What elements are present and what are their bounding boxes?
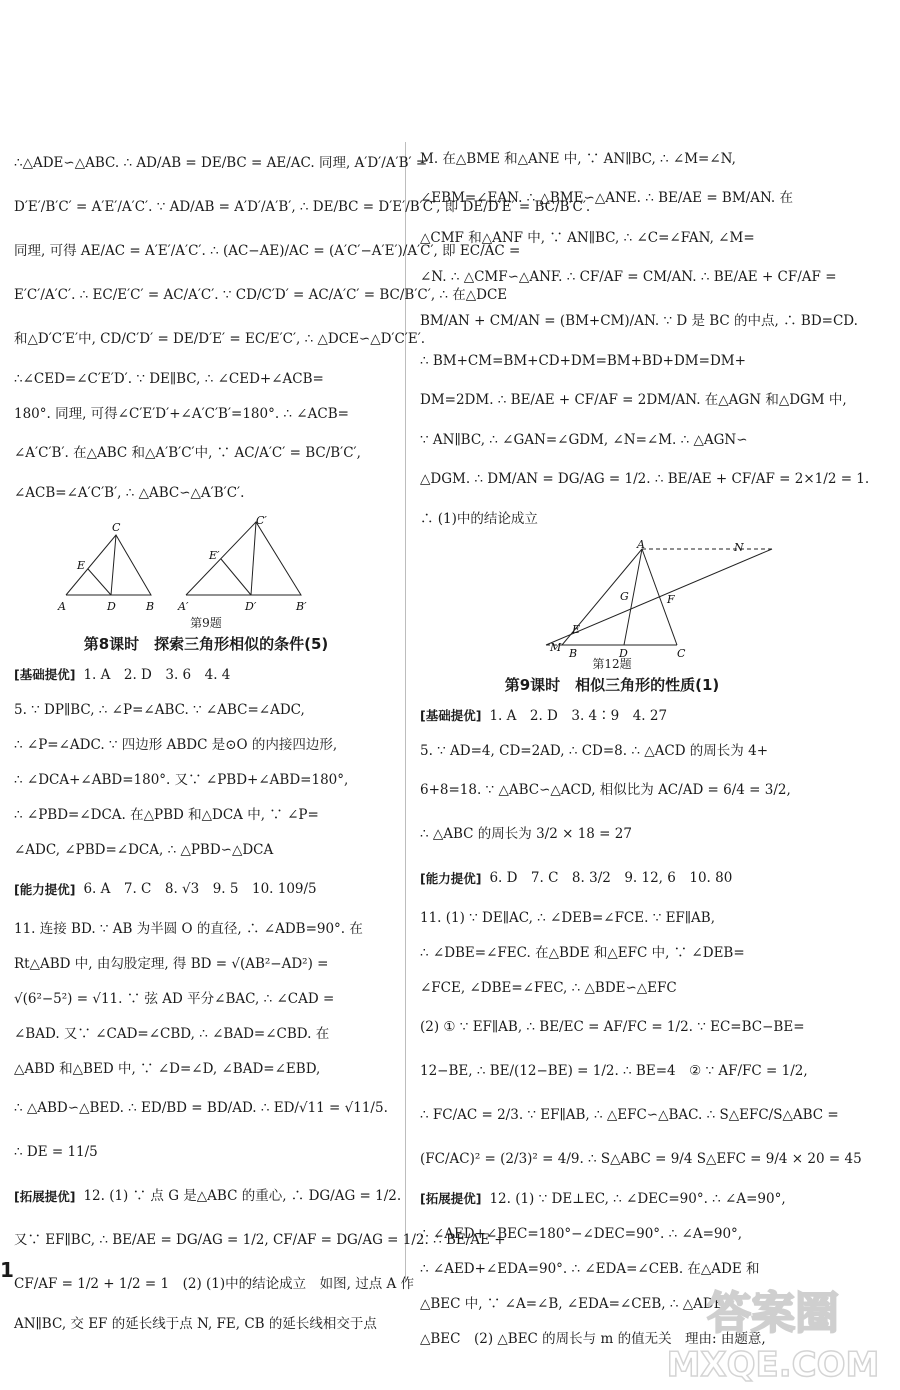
text-line: (FC/AC)² = (2/3)² = 4/9. ∴ S△ABC = 9/4 S△EFC = 9/4 × 20 = 45	[420, 1151, 862, 1168]
ext-row	[420, 1182, 804, 1217]
section-title-9: 第9课时 相似三角形的性质(1)	[504, 676, 720, 694]
label-D: D	[107, 600, 116, 613]
text-line: ∠ACB=∠A′C′B′, ∴ △ABC∽△A′B′C′.	[14, 484, 245, 501]
label-C: C	[112, 521, 121, 534]
page-number: 1	[0, 1258, 14, 1282]
text-line: ∠FCE, ∠DBE=∠FEC, ∴ △BDE∽△EFC	[420, 979, 677, 996]
label-A: A	[637, 538, 645, 551]
text-line: D′E′/B′C′ = A′E′/A′C′. ∵ AD/AB = A′D′/A′B′, ∴ DE/BC = D′E′/B′C′, 即 DE/D′E′ = BC/B′C′.	[14, 199, 591, 216]
text-line: 同理, 可得 AE/AC = A′E′/A′C′. ∴ (AC−AE)/AC = (A′C′−A′E′)/A′C′, 即 EC/AC =	[14, 243, 521, 260]
label-E: E	[572, 623, 581, 636]
basic-answers: 1. A 2. D 3. 4∶9 4. 27	[489, 707, 668, 724]
text-line: ∴ ∠AED+∠BEC=180°−∠DEC=90°. ∴ ∠A=90°,	[420, 1225, 743, 1242]
figure-9	[14, 514, 398, 617]
ability-answers-row	[420, 857, 804, 901]
text-line: 11. (1) ∵ DE∥AC, ∴ ∠DEB=∠FCE. ∵ EF∥AB,	[420, 909, 715, 926]
label-M: M	[550, 641, 562, 654]
watermark-bottom: MXQE.COM	[666, 1345, 880, 1385]
ability-answers-row	[14, 868, 398, 912]
text-line: ∴ ∠P=∠ADC. ∵ 四边形 ABDC 是⊙O 的内接四边形,	[14, 736, 338, 753]
text-line: (2) ① ∵ EF∥AB, ∴ BE/EC = AF/FC = 1/2. ∵ EC=BC−BE=	[420, 1019, 805, 1036]
text-line: △CMF 和△ANF 中, ∵ AN∥BC, ∴ ∠C=∠FAN, ∠M=	[420, 229, 755, 246]
text-line: ∴∠CED=∠C′E′D′. ∵ DE∥BC, ∴ ∠CED+∠ACB=	[14, 370, 324, 387]
text-line: Rt△ABD 中, 由勾股定理, 得 BD = √(AB²−AD²) =	[14, 955, 329, 972]
label-C-prime: C′	[256, 514, 267, 527]
text-line: △ABD 和△BED 中, ∵ ∠D=∠D, ∠BAD=∠EBD,	[14, 1060, 321, 1077]
basic-answers-row	[420, 699, 804, 734]
text-line: E′C′/A′C′. ∴ EC/E′C′ = AC/A′C′. ∵ CD/C′D′ = AC/A′C′ = BC/B′C′, ∴ 在△DCE	[14, 287, 508, 304]
watermark-logo	[658, 1276, 888, 1386]
text-line: ∴ △ABC 的周长为 3/2 × 18 = 27	[420, 826, 632, 843]
text-line: 180°. 同理, 可得∠C′E′D′+∠A′C′B′=180°. ∴ ∠ACB=	[14, 405, 349, 422]
text-line: ∴ FC/AC = 2/3. ∵ EF∥AB, ∴ △EFC∽△BAC. ∴ S△EFC/S△ABC =	[420, 1107, 839, 1124]
text-line: ∴ ∠DBE=∠FEC. 在△BDE 和△EFC 中, ∵ ∠DEB=	[420, 944, 745, 961]
text-line: 12. (1) ∵ DE⊥EC, ∴ ∠DEC=90°. ∴ ∠A=90°,	[489, 1190, 786, 1207]
label-B: B	[569, 647, 578, 660]
text-line: △BEC 中, ∵ ∠A=∠B, ∠EDA=∠CEB, ∴ △ADE∽	[420, 1295, 735, 1312]
figure-9-diagram	[56, 514, 356, 617]
label-B-prime: B′	[296, 600, 307, 613]
basic-answers: 1. A 2. D 3. 6 4. 4	[83, 666, 231, 683]
text-line: 6+8=18. ∵ △ABC∽△ACD, 相似比为 AC/AD = 6/4 = 3/2,	[420, 782, 791, 799]
text-line: 又∵ EF∥BC, ∴ BE/AE = DG/AG = 1/2, CF/AF = DG/AG = 1/2. ∴ BE/AE +	[14, 1232, 506, 1249]
label-D-prime: D′	[245, 600, 257, 613]
text-line: DM=2DM. ∴ BE/AE + CF/AF = 2DM/AN. 在△AGN 和△DGM 中,	[420, 392, 847, 409]
ability-answers: 6. D 7. C 8. 3/2 9. 12, 6 10. 80	[489, 870, 733, 887]
section-title-8: 第8课时 探索三角形相似的条件(5)	[83, 635, 329, 653]
label-G: G	[620, 590, 629, 603]
figure-12	[420, 538, 804, 660]
ability-answers: 6. A 7. C 8. √3 9. 5 10. 109/5	[83, 881, 317, 898]
right-column	[420, 142, 870, 1357]
text-line: ∴ BM+CM=BM+CD+DM=BM+BD+DM=DM+	[420, 352, 746, 369]
label-B: B	[146, 600, 155, 613]
text-line: ∠N. ∴ △CMF∽△ANF. ∴ CF/AF = CM/AN. ∴ BE/AE + CF/AF =	[420, 269, 837, 286]
text-line: ∠A′C′B′. 在△ABC 和△A′B′C′中, ∵ AC/A′C′ = BC/B′C′,	[14, 445, 361, 462]
label-N: N	[734, 541, 744, 554]
figure-12-diagram	[472, 538, 752, 660]
label-E-prime: E′	[209, 549, 220, 562]
figure-9-caption: 第9题	[190, 616, 222, 630]
text-line: ∴ DE = 11/5	[14, 1144, 98, 1161]
text-line: M. 在△BME 和△ANE 中, ∵ AN∥BC, ∴ ∠M=∠N,	[420, 150, 736, 167]
ext-tag: [拓展提优]	[420, 1191, 482, 1207]
text-line: CF/AF = 1/2 + 1/2 = 1 (2) (1)中的结论成立 如图, 过点 A 作	[14, 1276, 415, 1293]
ext-row	[14, 1175, 402, 1219]
figure-12-caption: 第12题	[592, 657, 632, 671]
text-line: △DGM. ∴ DM/AN = DG/AG = 1/2. ∴ BE/AE + CF/AF = 2×1/2 = 1.	[420, 471, 870, 488]
watermark-top: 答案圈	[707, 1288, 839, 1339]
label-D: D	[619, 647, 628, 660]
label-A-prime: A′	[178, 600, 189, 613]
text-line: BM/AN + CM/AN = (BM+CM)/AN. ∵ D 是 BC 的中点, ∴ BD=CD.	[420, 313, 858, 330]
label-E: E	[77, 559, 86, 572]
text-line: ∴ △ABD∽△BED. ∴ ED/BD = BD/AD. ∴ ED/√11 = √11/5.	[14, 1100, 388, 1117]
ability-tag: [能力提优]	[420, 870, 482, 886]
basic-tag: [基础提优]	[420, 708, 482, 724]
label-C: C	[677, 647, 686, 660]
text-line: △BEC (2) △BEC 的周长与 m 的值无关 理由: 由题意,	[420, 1330, 766, 1347]
text-line: 5. ∵ DP∥BC, ∴ ∠P=∠ABC. ∵ ∠ABC=∠ADC,	[14, 701, 305, 718]
label-A: A	[58, 600, 66, 613]
ability-tag: [能力提优]	[14, 881, 76, 897]
text-line: 12. (1) ∵ 点 G 是△ABC 的重心, ∴ DG/AG = 1/2.	[83, 1188, 402, 1205]
ext-tag: [拓展提优]	[14, 1188, 76, 1204]
label-F: F	[667, 593, 675, 606]
basic-answers-row	[14, 658, 398, 693]
text-line: 和△D′C′E′中, CD/C′D′ = DE/D′E′ = EC/E′C′, ∴ △DCE∽△D′C′E′.	[14, 331, 426, 348]
text-line: ∴ (1)中的结论成立	[420, 510, 538, 527]
text-line: ∴ ∠DCA+∠ABD=180°. 又∵ ∠PBD+∠ABD=180°,	[14, 771, 349, 788]
text-line: ∠BAD. 又∵ ∠CAD=∠CBD, ∴ ∠BAD=∠CBD. 在	[14, 1025, 330, 1042]
text-line: ∴ ∠AED+∠EDA=90°. ∴ ∠EDA=∠CEB. 在△ADE 和	[420, 1260, 760, 1277]
text-line: 11. 连接 BD. ∵ AB 为半圆 O 的直径, ∴ ∠ADB=90°. 在	[14, 920, 363, 937]
text-line: ∴△ADE∽△ABC. ∴ AD/AB = DE/BC = AE/AC. 同理, A′D′/A′B′ =	[14, 155, 428, 172]
text-line: ∠EBM=∠EAN. ∴ △BME∽△ANE. ∴ BE/AE = BM/AN. 在	[420, 190, 793, 207]
basic-tag: [基础提优]	[14, 667, 76, 683]
text-line: 12−BE, ∴ BE/(12−BE) = 1/2. ∴ BE=4 ② ∵ AF/FC = 1/2,	[420, 1063, 808, 1080]
text-line: ∠ADC, ∠PBD=∠DCA, ∴ △PBD∽△DCA	[14, 841, 274, 858]
text-line: ∵ AN∥BC, ∴ ∠GAN=∠GDM, ∠N=∠M. ∴ △AGN∽	[420, 431, 748, 448]
text-line: √(6²−5²) = √11. ∵ 弦 AD 平分∠BAC, ∴ ∠CAD =	[14, 990, 335, 1007]
text-line: ∴ ∠PBD=∠DCA. 在△PBD 和△DCA 中, ∵ ∠P=	[14, 806, 319, 823]
text-line: 5. ∵ AD=4, CD=2AD, ∴ CD=8. ∴ △ACD 的周长为 4+	[420, 742, 769, 759]
column-divider	[405, 142, 406, 1282]
text-line: AN∥BC, 交 EF 的延长线于点 N, FE, CB 的延长线相交于点	[14, 1315, 377, 1332]
